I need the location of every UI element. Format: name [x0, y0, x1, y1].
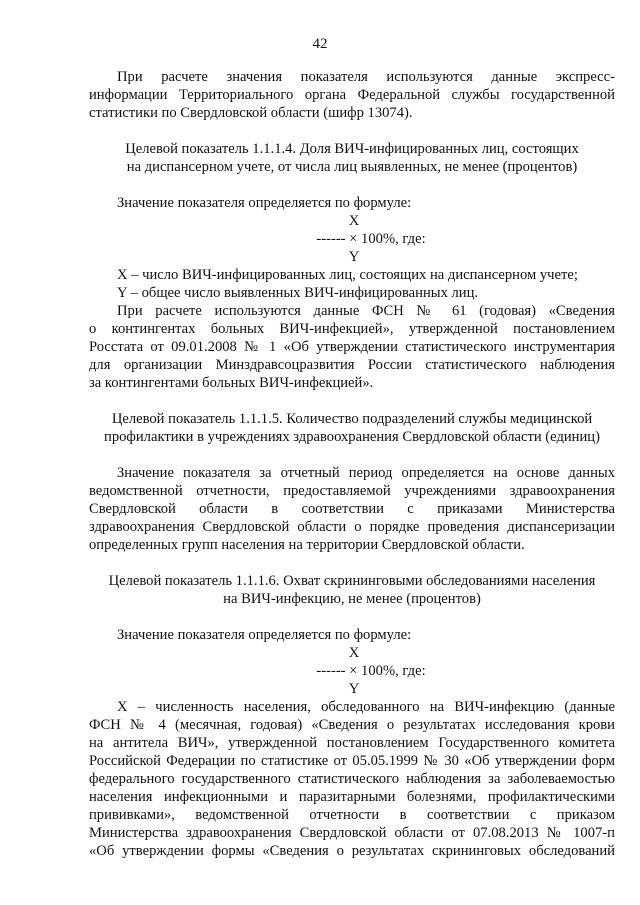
text-line: При расчете значения показателя используются данные экспресс-	[117, 69, 615, 85]
text-line: здравоохранения Свердловской области о порядке проведения диспансеризации	[89, 519, 615, 535]
definition-line: X – число ВИЧ-инфицированных лиц, состоящих на диспансерном учете;	[117, 267, 578, 283]
text-line: Росстата от 09.01.2008 № 1 «Об утверждении статистического инструментария	[89, 339, 615, 355]
paragraph-reporting	[89, 464, 615, 554]
heading-line: профилактики в учреждениях здравоохранения Свердловской области (единиц)	[104, 429, 600, 445]
page-number: 42	[312, 36, 328, 52]
text-line: При расчете используются данные ФСН № 61 (годовая) «Сведения	[117, 303, 615, 319]
formula-denominator: Y	[348, 249, 360, 265]
text-line: Значение показателя за отчетный период определяется на основе данных	[117, 465, 615, 481]
formula-line: ------ × 100%, где:	[316, 663, 426, 679]
heading-indicator-1-1-1-4	[89, 140, 615, 176]
text-line: «Об утверждении формы «Сведения о результатах скрининговых обследований	[89, 843, 615, 859]
heading-indicator-1-1-1-5	[89, 410, 615, 446]
formula-intro: Значение показателя определяется по формуле:	[117, 195, 412, 211]
heading-line: на диспансерном учете, от числа лиц выявленных, не менее (процентов)	[126, 159, 578, 175]
heading-line: Целевой показатель 1.1.1.5. Количество подразделений службы медицинской	[111, 411, 593, 427]
heading-line: Целевой показатель 1.1.1.4. Доля ВИЧ-инфицированных лиц, состоящих	[125, 141, 579, 157]
heading-indicator-1-1-1-6	[89, 572, 615, 608]
formula-numerator: X	[348, 213, 360, 229]
text-line: для организации Минздравсоцразвития России статистического наблюдения	[89, 357, 615, 373]
text-line: Министерства здравоохранения Свердловской области от 07.08.2013 № 1007-п	[89, 825, 615, 841]
text-line: Российской Федерации по статистике от 05.05.1999 № 30 «Об утверждении форм	[89, 753, 615, 769]
text-line: на антитела ВИЧ», утвержденной постановлением Государственного комитета	[89, 735, 615, 751]
text-line: населения инфекционными и паразитарными болезнями, профилактическими	[89, 789, 615, 805]
heading-line: Целевой показатель 1.1.1.6. Охват скрининговыми обследованиями населения	[108, 573, 596, 589]
heading-line: на ВИЧ-инфекцию, не менее (процентов)	[223, 591, 481, 607]
formula-block	[89, 212, 615, 266]
text-line: статистики по Свердловской области (шифр 13074).	[89, 105, 413, 121]
paragraph-express-info	[89, 68, 615, 122]
text-line: федерального государственного статистического наблюдения за заболеваемостью	[89, 771, 615, 787]
definition-line: Y – общее число выявленных ВИЧ-инфицированных лиц.	[117, 285, 479, 301]
text-line: X – численность населения, обследованного на ВИЧ-инфекцию (данные	[117, 699, 615, 715]
text-line: прививками», ведомственной отчетности в соответствии с приказом	[89, 807, 615, 823]
text-line: определенных групп населения на территории Свердловской области.	[89, 537, 525, 553]
formula-block	[89, 644, 615, 698]
text-line: за контингентами больных ВИЧ-инфекцией».	[89, 375, 374, 391]
text-line: о контингентах больных ВИЧ-инфекцией», утвержденной постановлением	[89, 321, 615, 337]
text-line: ведомственной отчетности, предоставляемой учреждениями здравоохранения	[89, 483, 615, 499]
formula-intro: Значение показателя определяется по формуле:	[117, 627, 412, 643]
document-body	[89, 68, 615, 860]
text-line: ФСН № 4 (месячная, годовая) «Сведения о результатах исследования крови	[89, 717, 615, 733]
text-line: информации Территориального органа Федеральной службы государственной	[89, 87, 615, 103]
paragraph-fsn-4	[89, 698, 615, 860]
formula-denominator: Y	[348, 681, 360, 697]
formula-numerator: X	[348, 645, 360, 661]
formula-definitions	[89, 266, 615, 302]
text-line: Свердловской области в соответствии с приказами Министерства	[89, 501, 615, 517]
formula-line: ------ × 100%, где:	[316, 231, 426, 247]
paragraph-fsn-61	[89, 302, 615, 392]
